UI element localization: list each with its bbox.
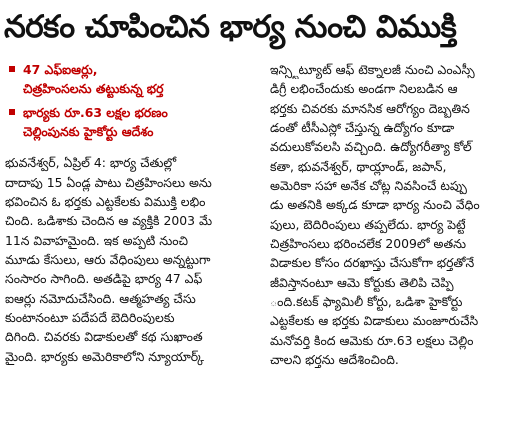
body-line: మూడు కేసులు, ఆరు వేధింపులు అన్నట్టుగా [5, 252, 211, 268]
bullet-2-line-1: భార్యకు రూ.63 లక్షల భరణం [23, 104, 168, 120]
body-line: డిగ్రీ లభించేందుకు అండగా నిలబడిన ఆ [270, 81, 458, 97]
highlight-bullet-2 [5, 103, 263, 142]
body-line: అమెరికా సహా అనేక చోట్ల నివసించే టప్పు [270, 178, 467, 194]
body-line: భర్తకు చివరకు మానసిక ఆరోగ్యం దెబ్బతిన [270, 100, 470, 116]
body-line: కుంటానంటూ పదేపదే బెదిరింపులకు [5, 310, 175, 326]
body-line: చాలని భర్తను ఆదేశించింది. [270, 352, 399, 368]
body-line: సంసారం సాగింది. అతడిపై భార్య 47 ఎఫ్ [5, 271, 203, 287]
body-line: ఎట్టకేలకు ఆ భర్తకు విడాకులు మంజూరుచేసి [270, 313, 479, 329]
body-line: జీవిస్తానంటూ ఆమె కోర్టుకు తెలిపి చెప్పి [270, 274, 454, 290]
body-line: ఐఆర్లు నమోదుచేసింది. ఆత్మహత్య చేసు [5, 290, 196, 306]
highlight-bullet-1 [5, 60, 263, 99]
body-line: మైంది. భార్యకు అమెరికాలోని న్యూయార్క్ [5, 348, 204, 364]
body-line: 11న వివాహమైంది. ఇక అప్పటి నుంచి [5, 232, 189, 248]
body-line: చిత్రహింసలు భరించలేక 2009లో అతను [270, 236, 467, 252]
body-line: విడాకుల కోసం దరఖాస్తు చేసుకోగా భర్తతోనే [270, 255, 475, 271]
body-line: పులు, బెదిరింపులు తప్పలేదు. భార్య పెట్టే [270, 216, 466, 232]
body-line: దిగింది. చివరకు విడాకులతో కథ సుఖాంత [5, 329, 203, 345]
headline: నరకం చూపించిన భార్య నుంచి విముక్తి [4, 9, 457, 45]
left-column [5, 60, 263, 366]
body-line: చింది. ఒడిశాకు చెందిన ఆ వ్యక్తికి 2003 మే [5, 213, 213, 229]
body-line: దాదాపు 15 ఏండ్ల పాటు చిత్రహింసలు అను [5, 174, 212, 190]
article-body-right [270, 60, 513, 370]
bullet-2-line-2: చెల్లింపునకు హైకోర్టు ఆదేశం [23, 124, 154, 140]
body-line: కతా, భువనేశ్వర్, థాయ్లాండ్, జపాన్, [270, 158, 447, 174]
bullet-1-line-1: 47 ఎఫ్ఐఆర్లు, [23, 62, 98, 77]
bullet-square-icon [9, 66, 15, 72]
body-line: భువనేశ్వర్, ఏప్రిల్ 4: భార్య చేతుల్లో [5, 155, 177, 171]
body-line: మనోవర్తి కింద ఆమెకు రూ.63 లక్షలు చెల్లిం [270, 332, 474, 348]
body-line: వదులుకోవలసి వచ్చింది. ఉద్యోగరీత్యా కోల్ [270, 139, 472, 155]
body-line: భవించిన ఓ భర్తకు ఎట్టకేలకు విముక్తి లభిం [5, 194, 206, 210]
body-line: డు అతనికి అక్కడ కూడా భార్య నుంచి వేధిం [270, 197, 480, 213]
body-line: ఇన్స్టిట్యూట్ ఆఫ్ టెక్నాలజీ నుంచి ఎంఎస్సీ [270, 62, 475, 77]
body-line: ంది.కటక్ ఫ్యామిలీ కోర్టు, ఒడిశా హైకోర్టు [270, 294, 463, 310]
bullet-1-line-2: చిత్రహింసలను తట్టుకున్న భర్త [23, 81, 164, 97]
article-body-left [5, 153, 263, 366]
body-line: డంతో టీసీఎస్లో చేస్తున్న ఉద్యోగం కూడా [270, 120, 455, 136]
bullet-square-icon [9, 109, 15, 115]
